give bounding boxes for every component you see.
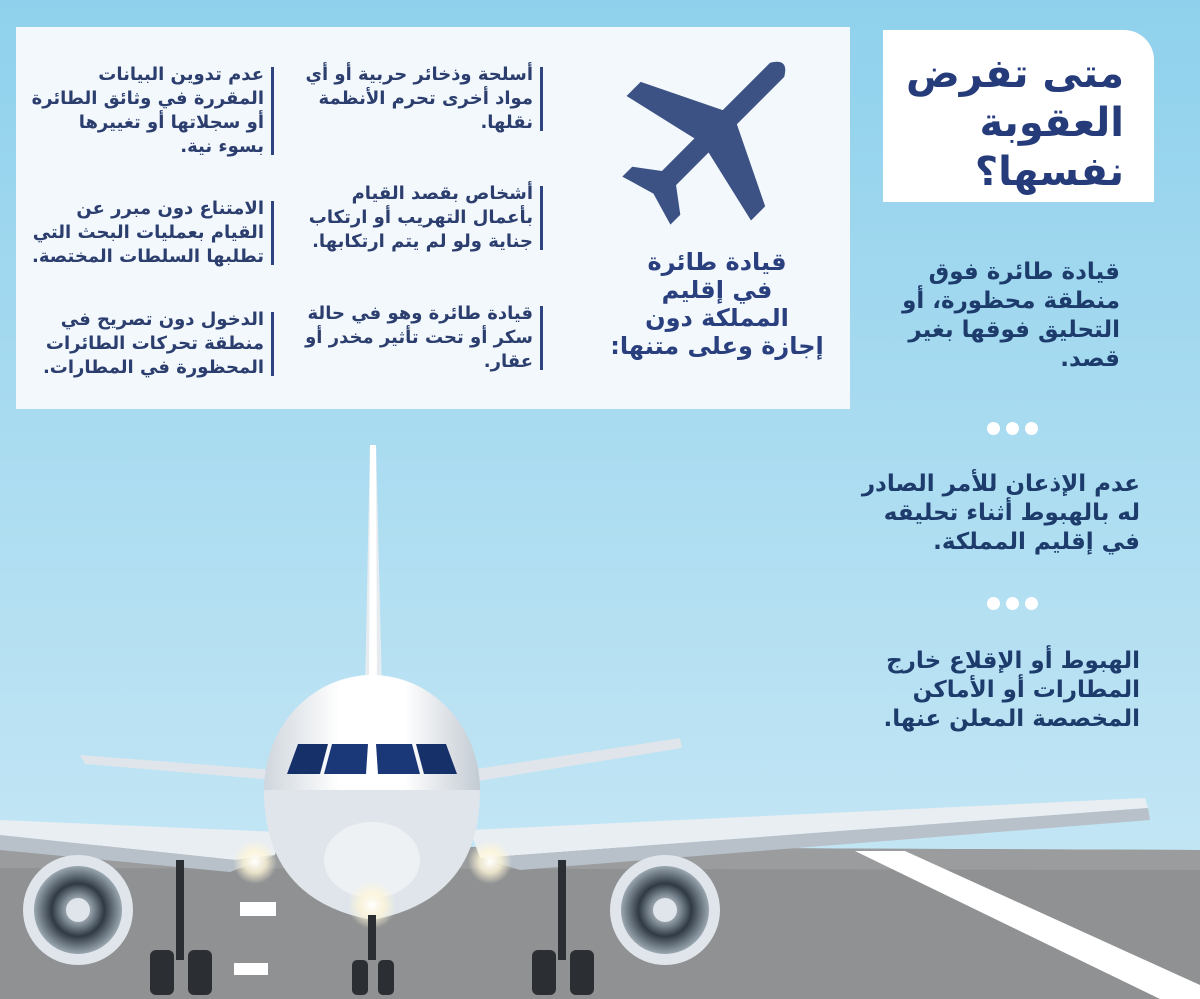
item-line: سكر أو تحت تأثير مخدر أو: [305, 327, 533, 348]
item-bar: [540, 186, 543, 250]
item-line: أشخاص بقصد القيام: [351, 183, 533, 204]
side-item-unauthorized-landing: [884, 647, 1140, 734]
lead-text: [598, 248, 836, 360]
penalty-item-intoxication: [305, 302, 533, 374]
item-line: عدم تدوين البيانات: [98, 64, 264, 85]
item-line: مواد أخرى تحرم الأنظمة: [318, 88, 533, 109]
penalty-item-restricted-area: [43, 308, 264, 380]
side-line: في إقليم المملكة.: [933, 529, 1140, 555]
item-line: المقررة في وثائق الطائرة: [31, 88, 264, 109]
item-line: القيام بعمليات البحث التي: [32, 222, 264, 243]
item-line: الامتناع دون مبرر عن: [76, 198, 264, 219]
lead-line: في إقليم: [661, 276, 773, 304]
title-box: [883, 30, 1154, 202]
item-bar: [271, 312, 274, 376]
title-line: العقوبة: [979, 100, 1124, 146]
item-bar: [540, 67, 543, 131]
item-line: أو سجلاتها أو تغييرها: [78, 112, 264, 133]
item-line: قيادة طائرة وهو في حالة: [307, 303, 533, 324]
item-line: المحظورة في المطارات.: [42, 357, 264, 378]
item-line: أسلحة وذخائر حربية أو أي: [305, 64, 533, 85]
title-line: متى تفرض: [906, 51, 1124, 97]
separator-dots: [987, 422, 1038, 435]
side-line: قيادة طائرة فوق: [928, 259, 1120, 285]
side-item-landing-order: [862, 470, 1140, 557]
item-line: عقار.: [483, 351, 533, 372]
side-line: له بالهبوط أثناء تحليقه: [883, 500, 1140, 526]
lead-line: المملكة دون: [645, 304, 789, 332]
side-line: المخصصة المعلن عنها.: [883, 706, 1140, 732]
title-line: نفسها؟: [974, 149, 1124, 195]
side-line: التحليق فوقها بغير: [908, 317, 1120, 343]
side-line: عدم الإذعان للأمر الصادر: [861, 471, 1140, 497]
side-item-restricted-zone: [902, 258, 1120, 374]
side-line: المطارات أو الأماكن: [912, 677, 1140, 703]
lead-line: قيادة طائرة: [647, 248, 787, 276]
item-bar: [271, 67, 274, 155]
item-line: بأعمال التهريب أو ارتكاب: [308, 207, 533, 228]
side-line: منطقة محظورة، أو: [902, 288, 1120, 314]
item-line: نقلها.: [480, 112, 533, 133]
penalty-item-search-refusal: [32, 197, 264, 269]
penalty-item-weapons: [305, 63, 533, 135]
side-line: الهبوط أو الإقلاع خارج: [886, 648, 1140, 674]
item-line: الدخول دون تصريح في: [60, 309, 264, 330]
side-line: قصد.: [1060, 346, 1120, 372]
item-line: تطلبها السلطات المختصة.: [32, 246, 264, 267]
penalty-item-records: [32, 63, 264, 159]
airplane-icon: [610, 42, 810, 232]
item-bar: [271, 201, 274, 265]
item-bar: [540, 306, 543, 370]
item-line: منطقة تحركات الطائرات: [45, 333, 264, 354]
item-line: جناية ولو لم يتم ارتكابها.: [312, 231, 533, 252]
penalty-item-smuggling: [309, 182, 533, 254]
page-title: [883, 50, 1124, 197]
separator-dots: [987, 597, 1038, 610]
lead-line: إجازة وعلى متنها:: [610, 332, 824, 360]
item-line: بسوء نية.: [180, 136, 264, 157]
